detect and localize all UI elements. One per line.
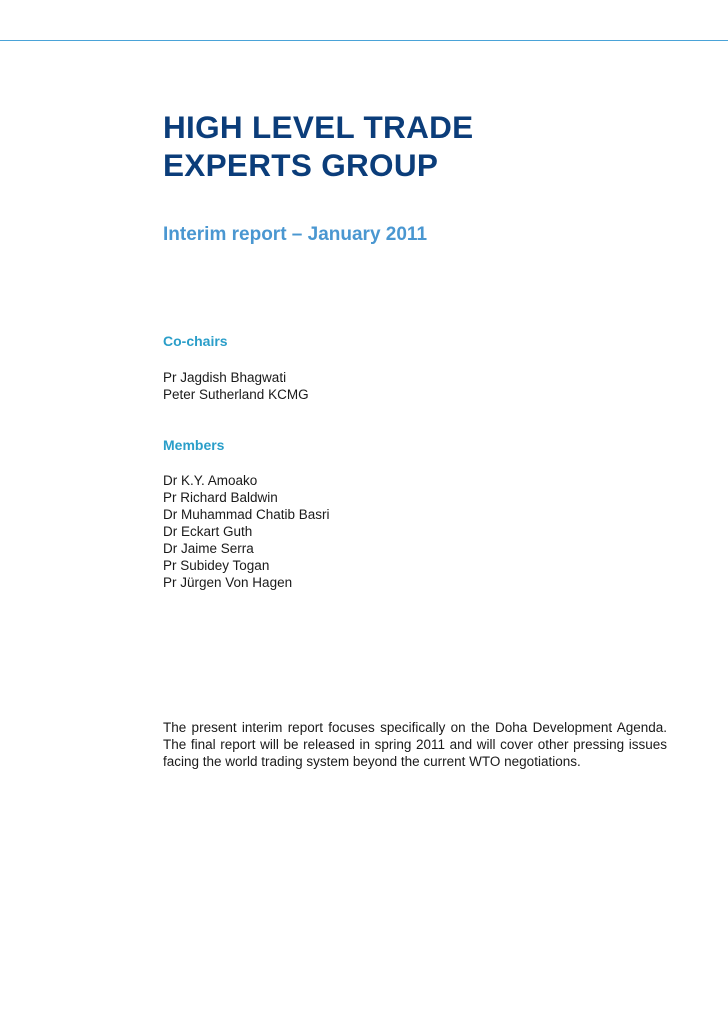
co-chair-name: Pr Jagdish Bhagwati bbox=[163, 370, 287, 385]
member-name: Dr Eckart Guth bbox=[163, 524, 253, 539]
report-title bbox=[163, 108, 474, 184]
title-line-2: EXPERTS GROUP bbox=[163, 147, 439, 183]
member-name: Dr Jaime Serra bbox=[163, 541, 254, 556]
top-divider bbox=[0, 40, 728, 41]
member-name: Dr Muhammad Chatib Basri bbox=[163, 507, 330, 522]
report-subtitle: Interim report – January 2011 bbox=[163, 224, 428, 245]
co-chairs-heading: Co-chairs bbox=[163, 333, 228, 349]
title-line-1: HIGH LEVEL TRADE bbox=[163, 109, 474, 145]
co-chairs-list bbox=[163, 369, 309, 403]
members-list bbox=[163, 472, 330, 591]
member-name: Pr Subidey Togan bbox=[163, 558, 270, 573]
co-chair-name: Peter Sutherland KCMG bbox=[163, 387, 309, 402]
member-name: Dr K.Y. Amoako bbox=[163, 473, 258, 488]
report-note: The present interim report focuses specifically on the Doha Development Agenda. The final report will be released in spring 2011 and will cover other pressing issues facing the world trading system beyond the current WTO negotiations. bbox=[163, 720, 667, 769]
member-name: Pr Richard Baldwin bbox=[163, 490, 278, 505]
members-heading: Members bbox=[163, 437, 225, 453]
member-name: Pr Jürgen Von Hagen bbox=[163, 575, 293, 590]
